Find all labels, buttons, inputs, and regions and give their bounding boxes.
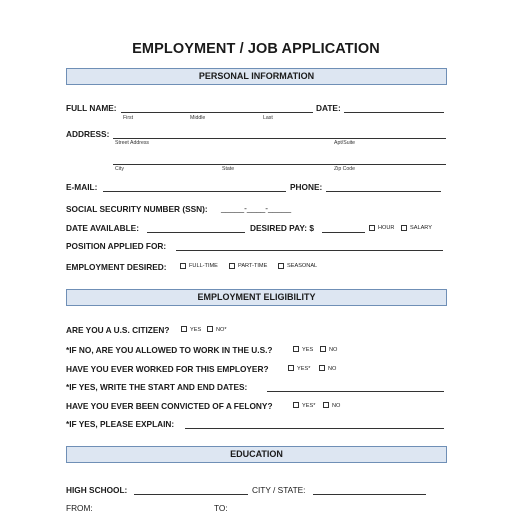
desired-pay-field[interactable] — [322, 232, 365, 233]
city-sublabel: City — [115, 166, 124, 172]
seasonal-option-label: SEASONAL — [287, 263, 318, 269]
email-label: E-MAIL: — [66, 182, 98, 192]
position-field[interactable] — [176, 250, 443, 251]
felony-yes-checkbox[interactable] — [293, 402, 299, 408]
ssn-field[interactable]: _____-____-_____ — [221, 203, 292, 213]
salary-option-label: SALARY — [410, 225, 432, 231]
middle-sublabel: Middle — [190, 115, 206, 121]
full-name-label: FULL NAME: — [66, 103, 117, 113]
high-school-label: HIGH SCHOOL: — [66, 485, 128, 495]
section-header-education: EDUCATION — [66, 446, 447, 463]
part-time-checkbox[interactable] — [229, 263, 235, 269]
work-allowed-question: *IF NO, ARE YOU ALLOWED TO WORK IN THE U.S.? — [66, 345, 273, 355]
full-time-option-label: FULL-TIME — [189, 263, 218, 269]
work-allowed-no-checkbox[interactable] — [320, 346, 326, 352]
apt-sublabel: Apt/Suite — [334, 140, 356, 146]
citizen-no-label: NO* — [216, 327, 227, 333]
street-sublabel: Street Address — [115, 140, 150, 146]
felony-no-checkbox[interactable] — [323, 402, 329, 408]
phone-label: PHONE: — [290, 182, 323, 192]
date-label: DATE: — [316, 103, 341, 113]
felony-question: HAVE YOU EVER BEEN CONVICTED OF A FELONY? — [66, 401, 273, 411]
start-end-dates-field[interactable] — [267, 391, 444, 392]
desired-pay-label: DESIRED PAY: $ — [250, 223, 314, 233]
section-header-eligibility: EMPLOYMENT ELIGIBILITY — [66, 289, 447, 306]
phone-field[interactable] — [326, 191, 441, 192]
worked-before-no-checkbox[interactable] — [319, 365, 325, 371]
worked-before-no-label: NO — [328, 366, 337, 372]
date-available-label: DATE AVAILABLE: — [66, 223, 139, 233]
citizen-no-checkbox[interactable] — [207, 326, 213, 332]
felony-explain-field[interactable] — [185, 428, 444, 429]
city-state-zip-field[interactable] — [113, 164, 446, 165]
felony-yes-label: YES* — [302, 403, 316, 409]
salary-checkbox[interactable] — [401, 225, 407, 231]
full-name-field[interactable] — [121, 112, 313, 113]
worked-before-question: HAVE YOU EVER WORKED FOR THIS EMPLOYER? — [66, 364, 269, 374]
citizen-yes-checkbox[interactable] — [181, 326, 187, 332]
address-label: ADDRESS: — [66, 129, 110, 139]
citizen-yes-label: YES — [190, 327, 202, 333]
ssn-label: SOCIAL SECURITY NUMBER (SSN): — [66, 204, 208, 214]
state-sublabel: State — [222, 166, 235, 172]
city-state-field[interactable] — [313, 494, 426, 495]
high-school-field[interactable] — [134, 494, 248, 495]
section-header-personal: PERSONAL INFORMATION — [66, 68, 447, 85]
hour-checkbox[interactable] — [369, 225, 375, 231]
worked-before-yes-label: YES* — [297, 366, 311, 372]
zip-sublabel: Zip Code — [334, 166, 356, 172]
date-available-field[interactable] — [147, 232, 245, 233]
full-time-checkbox[interactable] — [180, 263, 186, 269]
to-label: TO: — [214, 503, 228, 512]
form-title: EMPLOYMENT / JOB APPLICATION — [132, 41, 380, 57]
part-time-option-label: PART-TIME — [238, 263, 268, 269]
position-label: POSITION APPLIED FOR: — [66, 241, 167, 251]
seasonal-checkbox[interactable] — [278, 263, 284, 269]
employment-desired-label: EMPLOYMENT DESIRED: — [66, 262, 167, 272]
start-end-dates-label: *IF YES, WRITE THE START AND END DATES: — [66, 382, 248, 392]
citizen-question: ARE YOU A U.S. CITIZEN? — [66, 325, 170, 335]
hour-option-label: HOUR — [378, 225, 395, 231]
work-allowed-no-label: NO — [329, 347, 338, 353]
worked-before-yes-checkbox[interactable] — [288, 365, 294, 371]
from-label: FROM: — [66, 503, 93, 512]
felony-no-label: NO — [332, 403, 341, 409]
felony-explain-label: *IF YES, PLEASE EXPLAIN: — [66, 419, 175, 429]
first-sublabel: First — [123, 115, 134, 121]
street-address-field[interactable] — [113, 138, 446, 139]
city-state-label: CITY / STATE: — [252, 485, 306, 495]
work-allowed-yes-label: YES — [302, 347, 314, 353]
email-field[interactable] — [103, 191, 286, 192]
last-sublabel: Last — [263, 115, 273, 121]
date-field[interactable] — [344, 112, 444, 113]
work-allowed-yes-checkbox[interactable] — [293, 346, 299, 352]
